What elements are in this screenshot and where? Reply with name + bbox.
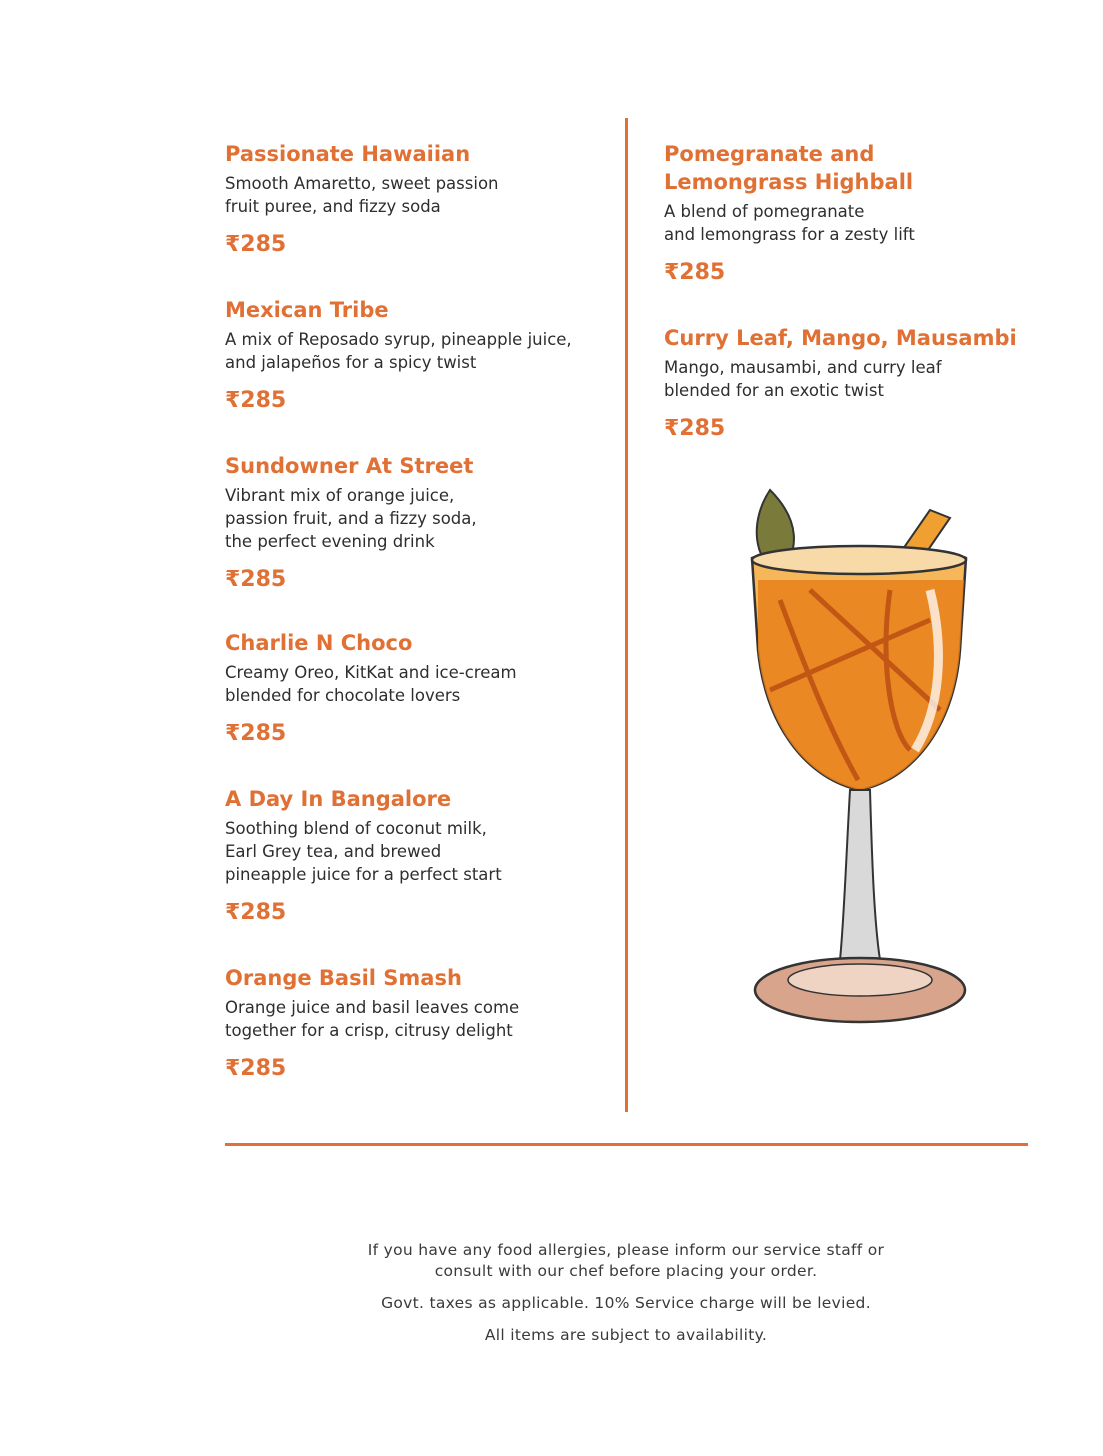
item-description: Creamy Oreo, KitKat and ice-cream blended for chocolate lovers bbox=[225, 663, 517, 705]
item-description: A blend of pomegranate and lemongrass for a zesty lift bbox=[664, 202, 915, 244]
item-price: ₹285 bbox=[225, 232, 287, 257]
item-price: ₹285 bbox=[664, 416, 726, 441]
menu-item bbox=[225, 452, 605, 595]
item-name: Sundowner At Street bbox=[225, 454, 474, 478]
menu-item bbox=[664, 140, 1034, 288]
item-name: Curry Leaf, Mango, Mausambi bbox=[664, 326, 1017, 350]
item-description: A mix of Reposado syrup, pineapple juice, and jalapeños for a spicy twist bbox=[225, 330, 572, 372]
allergy-note: If you have any food allergies, please inform our service staff or consult with our chef before placing your order. bbox=[367, 1241, 885, 1280]
menu-item bbox=[225, 785, 605, 928]
item-price: ₹285 bbox=[225, 567, 287, 592]
item-description: Orange juice and basil leaves come together for a crisp, citrusy delight bbox=[225, 998, 520, 1040]
item-name: Charlie N Choco bbox=[225, 631, 413, 655]
item-name: Pomegranate and Lemongrass Highball bbox=[664, 142, 914, 194]
item-name: Orange Basil Smash bbox=[225, 966, 462, 990]
item-price: ₹285 bbox=[225, 721, 287, 746]
item-description: Vibrant mix of orange juice, passion fruit, and a fizzy soda, the perfect evening drink bbox=[225, 486, 477, 551]
menu-item bbox=[225, 629, 605, 749]
item-description: Smooth Amaretto, sweet passion fruit puree, and fizzy soda bbox=[225, 174, 499, 216]
item-description: Soothing blend of coconut milk, Earl Grey tea, and brewed pineapple juice for a perfect start bbox=[225, 819, 502, 884]
left-menu-column bbox=[225, 140, 605, 1084]
menu-item bbox=[664, 324, 1034, 444]
item-description: Mango, mausambi, and curry leaf blended for an exotic twist bbox=[664, 358, 942, 400]
item-price: ₹285 bbox=[225, 1056, 287, 1081]
cocktail-glass-illustration bbox=[740, 480, 980, 1040]
item-price: ₹285 bbox=[664, 260, 726, 285]
item-name: Passionate Hawaiian bbox=[225, 142, 471, 166]
glass-base-top bbox=[788, 964, 932, 996]
item-name: Mexican Tribe bbox=[225, 298, 389, 322]
availability-note: All items are subject to availability. bbox=[484, 1326, 768, 1344]
item-price: ₹285 bbox=[225, 388, 287, 413]
menu-item bbox=[225, 296, 605, 416]
glass-stem bbox=[840, 790, 880, 960]
tax-note: Govt. taxes as applicable. 10% Service charge will be levied. bbox=[381, 1294, 871, 1312]
vertical-divider bbox=[625, 118, 628, 1112]
menu-item bbox=[225, 964, 605, 1084]
glass-rim bbox=[752, 546, 966, 574]
item-price: ₹285 bbox=[225, 900, 287, 925]
horizontal-divider bbox=[225, 1143, 1028, 1146]
footer-notes bbox=[250, 1240, 1002, 1346]
right-menu-column bbox=[664, 140, 1034, 444]
item-name: A Day In Bangalore bbox=[225, 787, 452, 811]
menu-item bbox=[225, 140, 605, 260]
